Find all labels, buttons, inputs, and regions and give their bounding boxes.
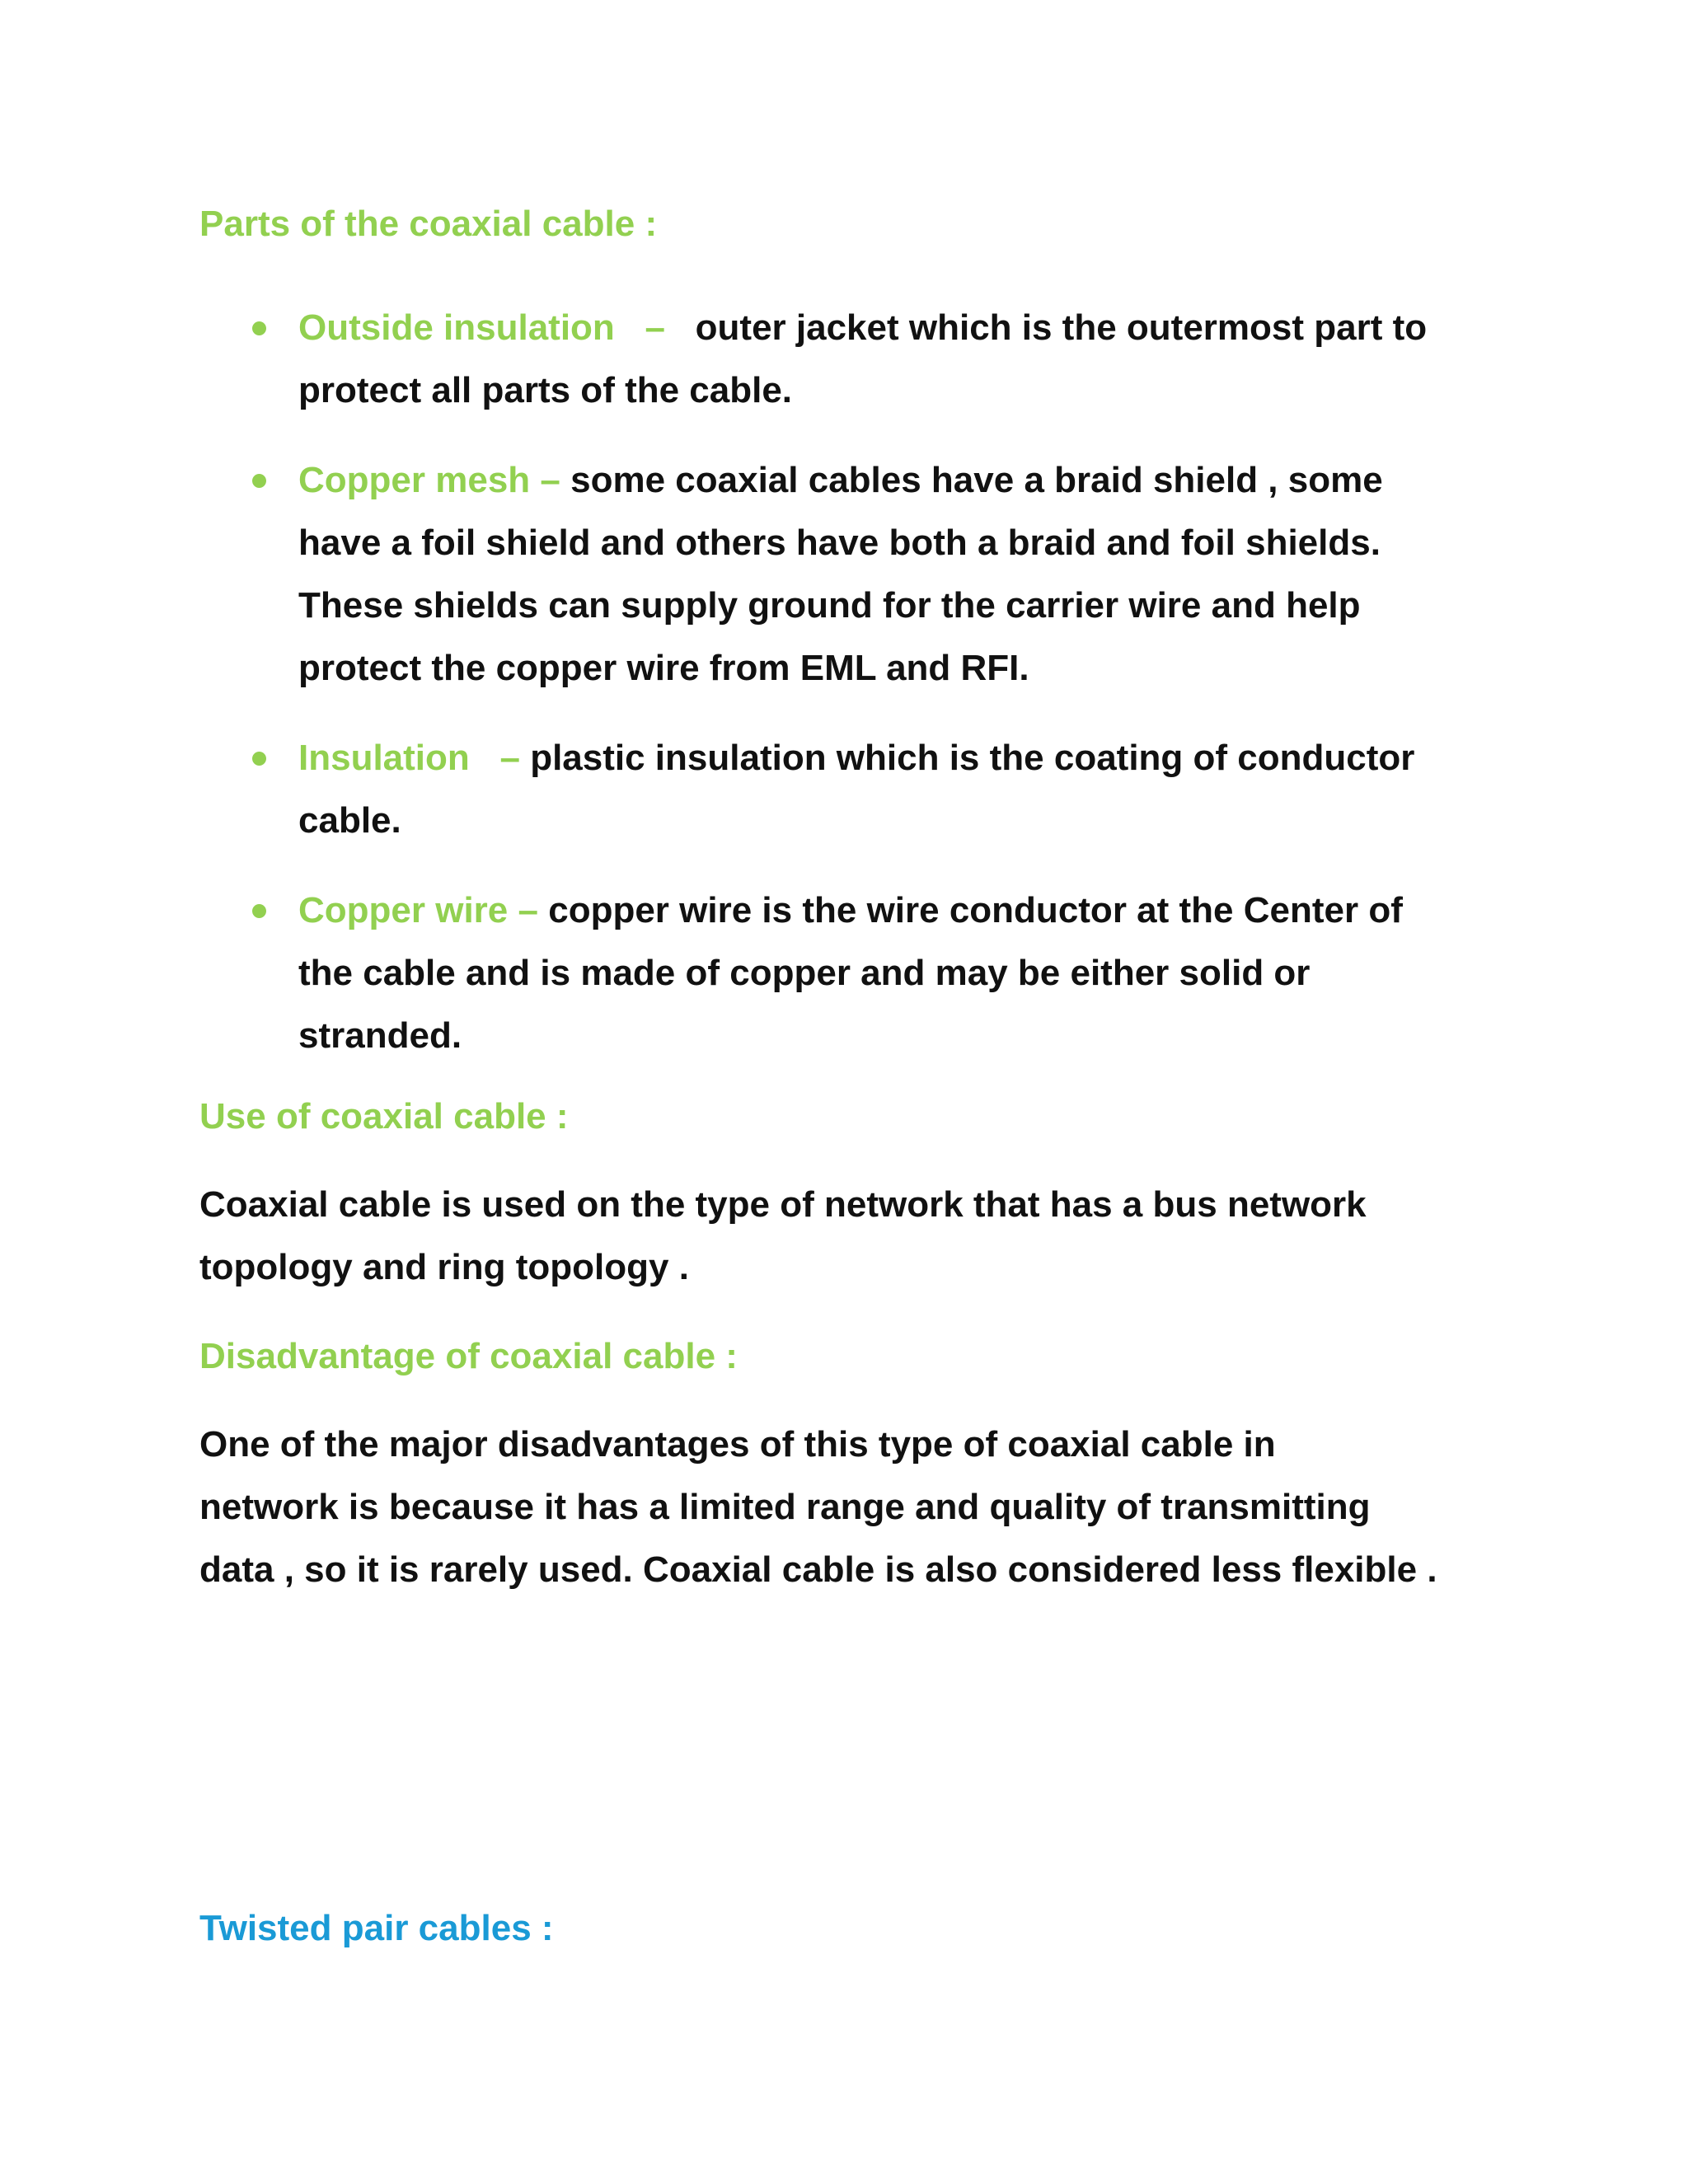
paragraph-line: Coaxial cable is used on the type of network that has a bus network [199, 1184, 1367, 1225]
parts-heading: Parts of the coaxial cable : [199, 204, 658, 244]
bullet-icon [252, 321, 266, 335]
list-item-line [298, 297, 1518, 359]
description-text: the cable and is made of copper and may be either solid or [298, 953, 1311, 993]
list-item-line [298, 727, 1518, 790]
use-paragraph [199, 1174, 1367, 1299]
list-item-copper-mesh [199, 449, 1518, 700]
term-label: Copper wire [298, 890, 509, 930]
parts-list [199, 297, 1518, 1094]
paragraph-line: network is because it has a limited range and quality of transmitting [199, 1487, 1371, 1527]
description-text: These shields can supply ground for the carrier wire and help [298, 585, 1361, 626]
description-text: cable. [298, 800, 401, 841]
description-text: have a foil shield and others have both a braid and foil shields. [298, 523, 1381, 563]
list-item-insulation [199, 727, 1518, 852]
term-dash: – [540, 460, 560, 500]
paragraph-line: One of the major disadvantages of this type of coaxial cable in [199, 1424, 1276, 1465]
description-text: protect all parts of the cable. [298, 370, 793, 410]
list-item-outside-insulation [199, 297, 1518, 422]
list-item-copper-wire [199, 879, 1518, 1067]
bullet-icon [252, 474, 266, 488]
paragraph-line: topology and ring topology . [199, 1247, 689, 1287]
list-item-line [298, 449, 1518, 512]
bullet-icon [252, 752, 266, 766]
term-label: Copper mesh [298, 460, 531, 500]
description-text: outer jacket which is the outermost part to [695, 307, 1428, 348]
term-label: Outside insulation [298, 307, 615, 348]
description-text: copper wire is the wire conductor at the Center of [548, 890, 1403, 930]
list-item-line [298, 879, 1518, 942]
use-heading: Use of coaxial cable : [199, 1096, 569, 1137]
disadvantage-heading: Disadvantage of coaxial cable : [199, 1336, 738, 1376]
description-text: protect the copper wire from EML and RFI. [298, 648, 1029, 688]
description-text: stranded. [298, 1015, 462, 1056]
term-label: Insulation [298, 738, 470, 778]
description-text: plastic insulation which is the coating of conductor [530, 738, 1415, 778]
description-text: some coaxial cables have a braid shield , some [570, 460, 1383, 500]
term-dash: – [645, 307, 665, 348]
disadvantage-paragraph [199, 1413, 1437, 1601]
term-dash: – [518, 890, 538, 930]
term-dash: – [499, 738, 520, 778]
twisted-pair-heading: Twisted pair cables : [199, 1908, 554, 1948]
bullet-icon [252, 904, 266, 918]
paragraph-line: data , so it is rarely used. Coaxial cable is also considered less flexible . [199, 1549, 1437, 1590]
